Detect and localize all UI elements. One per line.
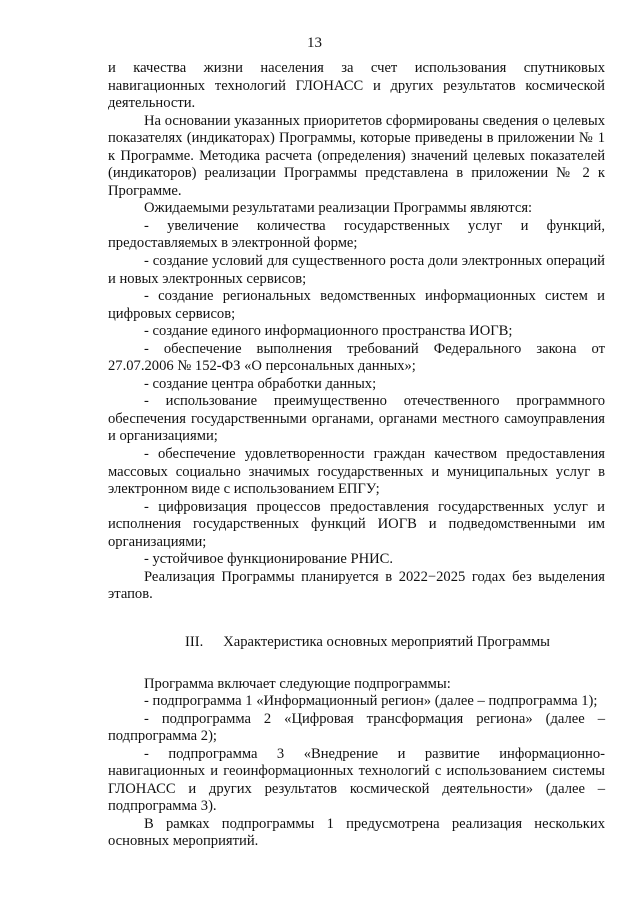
result-item: - использование преимущественно отечественного программного обеспечения государственными органами, органами местного самоуправления и организациями; [108, 393, 605, 445]
section-title: Характеристика основных мероприятий Программы [223, 633, 550, 650]
paragraph-closing: В рамках подпрограммы 1 предусмотрена реализация нескольких основных мероприятий. [108, 815, 605, 850]
result-item: - цифровизация процессов предоставления государственных услуг и исполнения государственных функций ИОГВ и подведомственными им организациями; [108, 498, 605, 550]
subprogram-item: - подпрограмма 2 «Цифровая трансформация региона» (далее – подпрограмма 2); [108, 710, 605, 745]
result-item: - создание региональных ведомственных информационных систем и цифровых сервисов; [108, 288, 605, 322]
result-item: - создание центра обработки данных; [144, 375, 377, 392]
section-heading [108, 634, 605, 652]
result-item: - создание условий для существенного роста доли электронных операций и новых электронных сервисов; [108, 253, 605, 287]
paragraph-continuation: и качества жизни населения за счет использования спутниковых навигационных технологий ГЛОНАСС и других результатов космической деятельности. [108, 60, 605, 112]
paragraph-indicators: На основании указанных приоритетов сформированы сведения о целевых показателях (индикаторах) Программы, которые приведены в приложении № 1 к Программе. Методика расчета (определения) значений целевых показателей (индикаторов) реализации Программы представлена в приложении № 2 к Программе. [108, 112, 605, 199]
page-number: 13 [307, 35, 322, 51]
paragraph-subprograms-intro: Программа включает следующие подпрограммы: [144, 675, 451, 692]
subprogram-item: - подпрограмма 1 «Информационный регион» (далее – подпрограмма 1); [144, 693, 598, 710]
result-item: - обеспечение выполнения требований Федерального закона от 27.07.2006 № 152-ФЗ «О персональных данных»; [108, 340, 605, 375]
result-item: - обеспечение удовлетворенности граждан качеством предоставления массовых социально значимых государственных и муниципальных услуг в электронном виде с использованием ЕПГУ; [108, 446, 605, 498]
result-item: - создание единого информационного пространства ИОГВ; [144, 323, 513, 340]
paragraph-stages: Реализация Программы планируется в 2022−2025 годах без выделения этапов. [108, 568, 605, 603]
body-text [108, 60, 605, 851]
paragraph-expected-results: Ожидаемыми результатами реализации Программы являются: [144, 200, 533, 217]
subprogram-item: - подпрограмма 3 «Внедрение и развитие информационно-навигационных и геоинформационных технологий с использованием системы ГЛОНАСС и других результатов космической деятельности» (далее – подпрограмма 3). [108, 745, 605, 815]
section-number: III. [185, 633, 204, 650]
result-item: - устойчивое функционирование РНИС. [144, 551, 394, 568]
result-item: - увеличение количества государственных услуг и функций, предоставляемых в электронной форме; [108, 217, 605, 252]
